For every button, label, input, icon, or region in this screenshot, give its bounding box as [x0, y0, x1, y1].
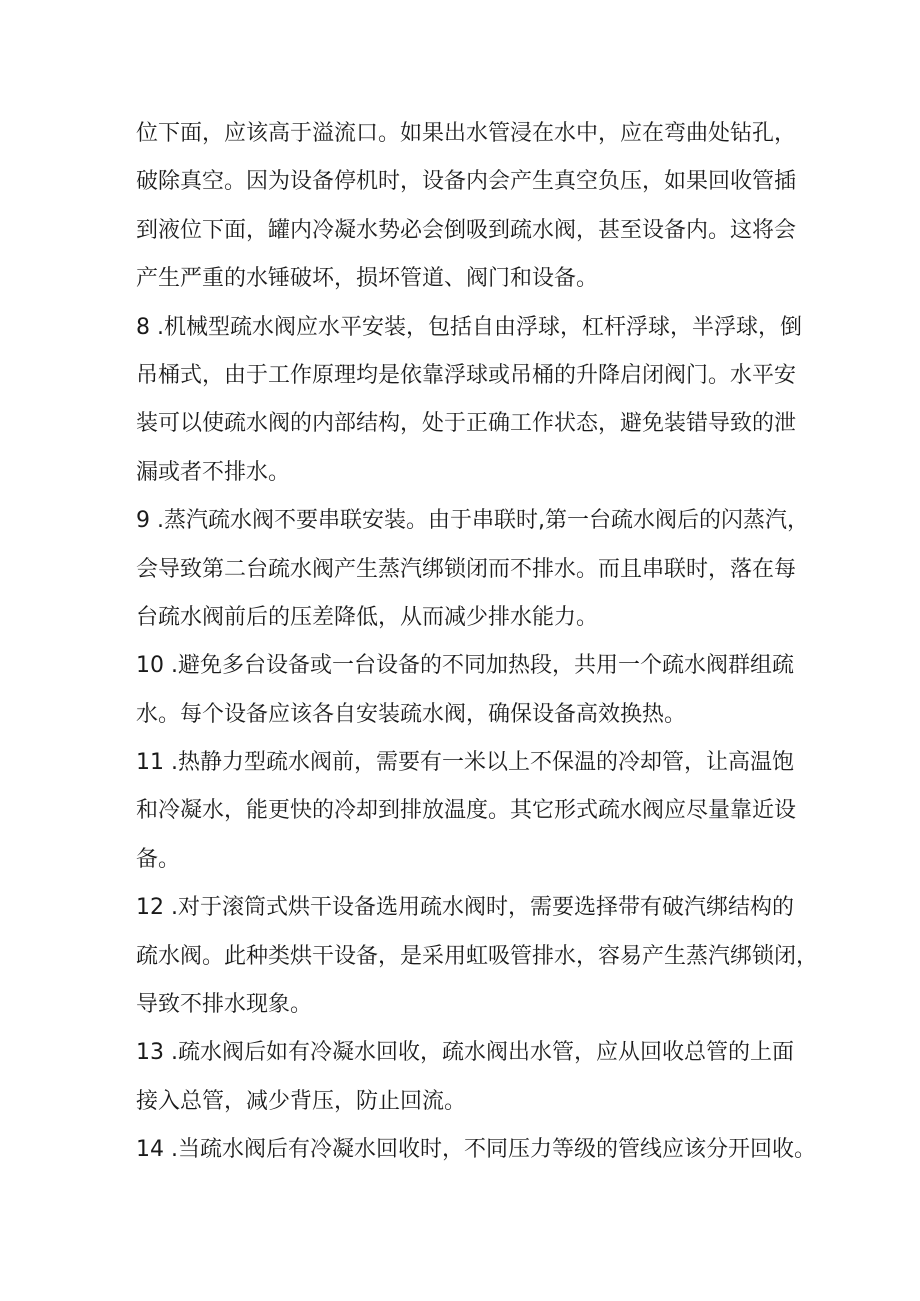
text-line: 和冷凝水，能更快的冷却到排放温度。其它形式疏水阀应尽量靠近设 [136, 798, 797, 824]
text-line: 产生严重的水锤破坏，损坏管道、阀门和设备。 [136, 266, 599, 292]
text-line: 到液位下面，罐内冷凝水势必会倒吸到疏水阀，甚至设备内。这将会 [136, 217, 797, 243]
text-line: 10 .避免多台设备或一台设备的不同加热段，共用一个疏水阀群组疏 [136, 653, 794, 679]
document-body [136, 110, 819, 1175]
text-line: 8 .机械型疏水阀应水平安装，包括自由浮球，杠杆浮球，半浮球，倒 [136, 314, 802, 340]
text-line: 会导致第二台疏水阀产生蒸汽绑锁闭而不排水。而且串联时，落在每 [136, 556, 797, 582]
text-line: 13 .疏水阀后如有冷凝水回收，疏水阀出水管，应从回收总管的上面 [136, 1040, 794, 1066]
text-line: 漏或者不排水。 [136, 459, 291, 485]
text-line: 破除真空。因为设备停机时，设备内会产生真空负压，如果回收管插 [136, 169, 797, 195]
text-line: 9 .蒸汽疏水阀不要串联安装。由于串联时,第一台疏水阀后的闪蒸汽， [136, 508, 809, 534]
text-line: 装可以使疏水阀的内部结构，处于正确工作状态，避免装错导致的泄 [136, 411, 797, 437]
text-line: 吊桶式，由于工作原理均是依靠浮球或吊桶的升降启闭阀门。水平安 [136, 362, 797, 388]
text-line: 位下面，应该高于溢流口。如果出水管浸在水中，应在弯曲处钻孔， [136, 121, 797, 146]
text-line: 接入总管，减少背压，防止回流。 [136, 1088, 467, 1114]
text-line: 11 .热静力型疏水阀前，需要有一米以上不保温的冷却管，让高温饱 [136, 750, 794, 776]
text-line: 14 .当疏水阀后有冷凝水回收时，不同压力等级的管线应该分开回收。 [136, 1137, 816, 1163]
text-line: 疏水阀。此种类烘干设备，是采用虹吸管排水，容易产生蒸汽绑锁闭， [136, 943, 819, 969]
text-line: 备。 [136, 846, 181, 872]
text-line: 水。每个设备应该各自安装疏水阀，确保设备高效换热。 [136, 701, 687, 727]
text-line: 台疏水阀前后的压差降低，从而减少排水能力。 [136, 604, 599, 630]
text-line: 导致不排水现象。 [136, 992, 313, 1018]
text-line: 12 .对于滚筒式烘干设备选用疏水阀时，需要选择带有破汽绑结构的 [136, 895, 794, 921]
